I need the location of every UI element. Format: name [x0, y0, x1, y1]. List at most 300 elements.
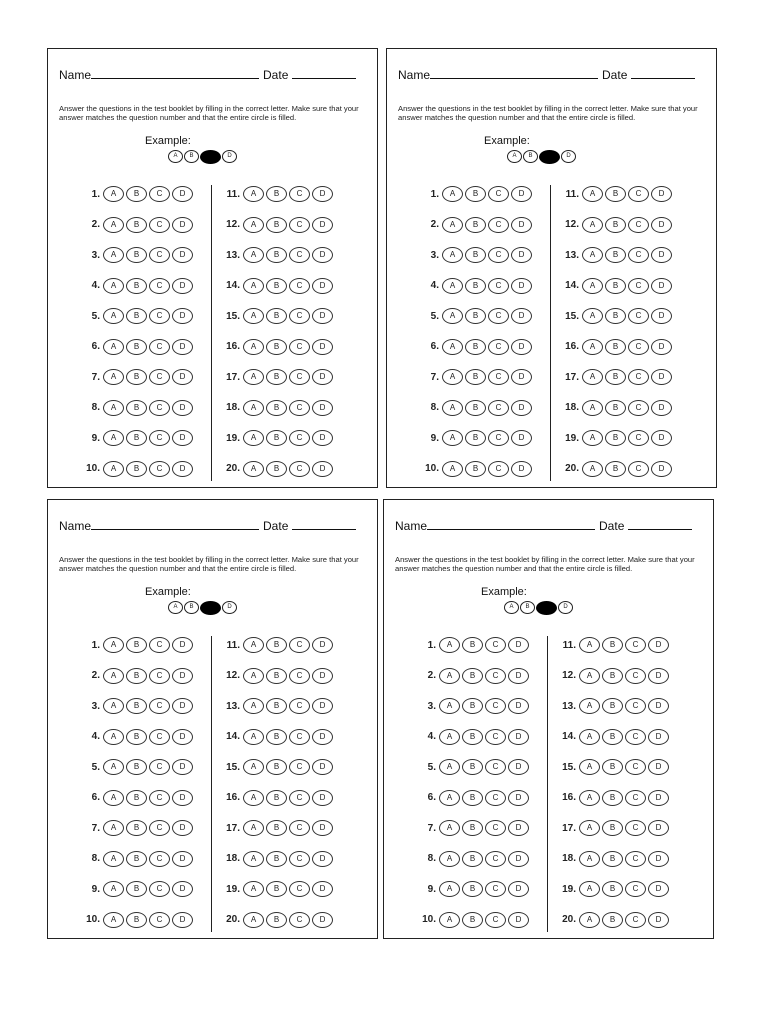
answer-bubble-b[interactable]: B [605, 461, 626, 477]
answer-bubble-b[interactable]: B [462, 912, 483, 928]
answer-bubble-a[interactable]: A [579, 759, 600, 775]
answer-bubble-d[interactable]: D [312, 400, 333, 416]
answer-bubble-d[interactable]: D [312, 729, 333, 745]
answer-bubble-a[interactable]: A [582, 400, 603, 416]
answer-bubble-b[interactable]: B [126, 461, 147, 477]
answer-bubble-b[interactable]: B [465, 430, 486, 446]
answer-bubble-c[interactable]: C [149, 820, 170, 836]
answer-bubble-a[interactable]: A [103, 698, 124, 714]
answer-bubble-c[interactable]: C [628, 461, 649, 477]
answer-bubble-a[interactable]: A [243, 759, 264, 775]
answer-bubble-d[interactable]: D [651, 461, 672, 477]
answer-bubble-c[interactable]: C [625, 759, 646, 775]
answer-bubble-b[interactable]: B [266, 729, 287, 745]
answer-bubble-d[interactable]: D [312, 430, 333, 446]
answer-bubble-b[interactable]: B [462, 881, 483, 897]
answer-bubble-b[interactable]: B [465, 278, 486, 294]
answer-bubble-c[interactable]: C [625, 881, 646, 897]
answer-bubble-d[interactable]: D [172, 308, 193, 324]
answer-bubble-b[interactable]: B [266, 369, 287, 385]
answer-bubble-c[interactable]: C [628, 430, 649, 446]
answer-bubble-b[interactable]: B [602, 729, 623, 745]
answer-bubble-d[interactable]: D [312, 912, 333, 928]
answer-bubble-a[interactable]: A [442, 308, 463, 324]
answer-bubble-c[interactable]: C [149, 308, 170, 324]
answer-bubble-b[interactable]: B [126, 186, 147, 202]
answer-bubble-d[interactable]: D [312, 851, 333, 867]
answer-bubble-d[interactable]: D [648, 698, 669, 714]
answer-bubble-d[interactable]: D [651, 247, 672, 263]
name-field[interactable] [427, 518, 595, 530]
answer-bubble-c[interactable]: C [488, 339, 509, 355]
answer-bubble-a[interactable]: A [103, 759, 124, 775]
answer-bubble-c[interactable]: C [289, 851, 310, 867]
answer-bubble-b[interactable]: B [605, 308, 626, 324]
answer-bubble-c[interactable]: C [289, 339, 310, 355]
answer-bubble-d[interactable]: D [508, 851, 529, 867]
answer-bubble-b[interactable]: B [462, 637, 483, 653]
answer-bubble-d[interactable]: D [172, 668, 193, 684]
answer-bubble-d[interactable]: D [172, 912, 193, 928]
answer-bubble-d[interactable]: D [172, 820, 193, 836]
answer-bubble-a[interactable]: A [582, 278, 603, 294]
answer-bubble-d[interactable]: D [511, 217, 532, 233]
answer-bubble-c[interactable]: C [628, 217, 649, 233]
answer-bubble-a[interactable]: A [442, 339, 463, 355]
answer-bubble-c[interactable]: C [149, 637, 170, 653]
answer-bubble-b[interactable]: B [266, 308, 287, 324]
answer-bubble-a[interactable]: A [243, 820, 264, 836]
answer-bubble-d[interactable]: D [511, 308, 532, 324]
answer-bubble-c[interactable]: C [289, 369, 310, 385]
answer-bubble-c[interactable]: C [625, 820, 646, 836]
answer-bubble-c[interactable]: C [485, 912, 506, 928]
answer-bubble-c[interactable]: C [149, 247, 170, 263]
answer-bubble-c[interactable]: C [149, 369, 170, 385]
answer-bubble-a[interactable]: A [439, 637, 460, 653]
answer-bubble-a[interactable]: A [103, 217, 124, 233]
answer-bubble-c[interactable]: C [149, 217, 170, 233]
answer-bubble-d[interactable]: D [648, 881, 669, 897]
answer-bubble-c[interactable]: C [488, 461, 509, 477]
answer-bubble-c[interactable]: C [289, 186, 310, 202]
answer-bubble-d[interactable]: D [508, 790, 529, 806]
answer-bubble-b[interactable]: B [605, 247, 626, 263]
answer-bubble-d[interactable]: D [172, 790, 193, 806]
answer-bubble-d[interactable]: D [648, 729, 669, 745]
answer-bubble-a[interactable]: A [442, 247, 463, 263]
answer-bubble-a[interactable]: A [582, 308, 603, 324]
answer-bubble-a[interactable]: A [439, 790, 460, 806]
answer-bubble-c[interactable]: C [625, 637, 646, 653]
answer-bubble-d[interactable]: D [651, 339, 672, 355]
answer-bubble-b[interactable]: B [602, 881, 623, 897]
answer-bubble-c[interactable]: C [289, 759, 310, 775]
answer-bubble-a[interactable]: A [579, 790, 600, 806]
answer-bubble-d[interactable]: D [651, 369, 672, 385]
answer-bubble-b[interactable]: B [602, 668, 623, 684]
answer-bubble-d[interactable]: D [172, 759, 193, 775]
answer-bubble-a[interactable]: A [103, 820, 124, 836]
answer-bubble-b[interactable]: B [266, 247, 287, 263]
answer-bubble-a[interactable]: A [103, 881, 124, 897]
answer-bubble-c[interactable]: C [149, 186, 170, 202]
answer-bubble-c[interactable]: C [485, 637, 506, 653]
answer-bubble-c[interactable]: C [289, 881, 310, 897]
answer-bubble-a[interactable]: A [442, 400, 463, 416]
name-field[interactable] [91, 518, 259, 530]
answer-bubble-a[interactable]: A [243, 790, 264, 806]
answer-bubble-c[interactable]: C [149, 430, 170, 446]
answer-bubble-a[interactable]: A [442, 430, 463, 446]
answer-bubble-c[interactable]: C [149, 851, 170, 867]
answer-bubble-d[interactable]: D [648, 790, 669, 806]
answer-bubble-b[interactable]: B [602, 637, 623, 653]
answer-bubble-a[interactable]: A [243, 339, 264, 355]
answer-bubble-c[interactable]: C [289, 308, 310, 324]
answer-bubble-c[interactable]: C [628, 339, 649, 355]
answer-bubble-c[interactable]: C [149, 790, 170, 806]
answer-bubble-d[interactable]: D [172, 278, 193, 294]
answer-bubble-a[interactable]: A [582, 217, 603, 233]
answer-bubble-a[interactable]: A [442, 461, 463, 477]
answer-bubble-d[interactable]: D [648, 668, 669, 684]
answer-bubble-d[interactable]: D [651, 186, 672, 202]
answer-bubble-a[interactable]: A [243, 637, 264, 653]
answer-bubble-b[interactable]: B [266, 820, 287, 836]
answer-bubble-c[interactable]: C [625, 729, 646, 745]
answer-bubble-b[interactable]: B [126, 400, 147, 416]
answer-bubble-a[interactable]: A [243, 851, 264, 867]
answer-bubble-b[interactable]: B [605, 339, 626, 355]
answer-bubble-b[interactable]: B [126, 759, 147, 775]
answer-bubble-a[interactable]: A [582, 247, 603, 263]
answer-bubble-b[interactable]: B [126, 851, 147, 867]
answer-bubble-c[interactable]: C [485, 820, 506, 836]
answer-bubble-c[interactable]: C [289, 912, 310, 928]
answer-bubble-b[interactable]: B [465, 247, 486, 263]
answer-bubble-a[interactable]: A [103, 278, 124, 294]
answer-bubble-c[interactable]: C [488, 308, 509, 324]
answer-bubble-a[interactable]: A [243, 369, 264, 385]
answer-bubble-c[interactable]: C [289, 400, 310, 416]
answer-bubble-d[interactable]: D [511, 247, 532, 263]
answer-bubble-b[interactable]: B [266, 339, 287, 355]
answer-bubble-c[interactable]: C [628, 400, 649, 416]
answer-bubble-a[interactable]: A [243, 430, 264, 446]
answer-bubble-d[interactable]: D [511, 278, 532, 294]
answer-bubble-a[interactable]: A [579, 668, 600, 684]
answer-bubble-d[interactable]: D [651, 430, 672, 446]
answer-bubble-d[interactable]: D [651, 278, 672, 294]
answer-bubble-b[interactable]: B [126, 637, 147, 653]
answer-bubble-d[interactable]: D [651, 217, 672, 233]
answer-bubble-a[interactable]: A [103, 430, 124, 446]
answer-bubble-b[interactable]: B [465, 308, 486, 324]
answer-bubble-b[interactable]: B [266, 400, 287, 416]
answer-bubble-b[interactable]: B [126, 698, 147, 714]
answer-bubble-b[interactable]: B [605, 369, 626, 385]
answer-bubble-c[interactable]: C [485, 668, 506, 684]
answer-bubble-a[interactable]: A [439, 820, 460, 836]
answer-bubble-a[interactable]: A [579, 698, 600, 714]
answer-bubble-c[interactable]: C [485, 759, 506, 775]
answer-bubble-c[interactable]: C [149, 881, 170, 897]
answer-bubble-b[interactable]: B [462, 698, 483, 714]
answer-bubble-c[interactable]: C [625, 668, 646, 684]
answer-bubble-a[interactable]: A [103, 308, 124, 324]
answer-bubble-b[interactable]: B [266, 430, 287, 446]
answer-bubble-b[interactable]: B [266, 217, 287, 233]
answer-bubble-a[interactable]: A [439, 698, 460, 714]
answer-bubble-d[interactable]: D [172, 217, 193, 233]
answer-bubble-b[interactable]: B [266, 881, 287, 897]
answer-bubble-c[interactable]: C [289, 430, 310, 446]
answer-bubble-c[interactable]: C [485, 698, 506, 714]
answer-bubble-a[interactable]: A [103, 247, 124, 263]
answer-bubble-d[interactable]: D [648, 637, 669, 653]
answer-bubble-c[interactable]: C [289, 247, 310, 263]
answer-bubble-a[interactable]: A [103, 729, 124, 745]
date-field[interactable] [292, 518, 356, 530]
answer-bubble-c[interactable]: C [149, 461, 170, 477]
answer-bubble-c[interactable]: C [149, 668, 170, 684]
answer-bubble-a[interactable]: A [582, 339, 603, 355]
answer-bubble-b[interactable]: B [266, 461, 287, 477]
answer-bubble-b[interactable]: B [605, 430, 626, 446]
answer-bubble-a[interactable]: A [103, 461, 124, 477]
answer-bubble-c[interactable]: C [289, 698, 310, 714]
answer-bubble-d[interactable]: D [312, 790, 333, 806]
answer-bubble-d[interactable]: D [511, 430, 532, 446]
answer-bubble-d[interactable]: D [508, 881, 529, 897]
answer-bubble-a[interactable]: A [582, 461, 603, 477]
answer-bubble-c[interactable]: C [289, 637, 310, 653]
answer-bubble-a[interactable]: A [442, 186, 463, 202]
answer-bubble-b[interactable]: B [602, 820, 623, 836]
answer-bubble-c[interactable]: C [628, 308, 649, 324]
answer-bubble-b[interactable]: B [602, 912, 623, 928]
answer-bubble-a[interactable]: A [442, 217, 463, 233]
answer-bubble-d[interactable]: D [172, 339, 193, 355]
answer-bubble-a[interactable]: A [243, 729, 264, 745]
answer-bubble-d[interactable]: D [172, 247, 193, 263]
answer-bubble-a[interactable]: A [243, 247, 264, 263]
date-field[interactable] [292, 67, 356, 79]
answer-bubble-c[interactable]: C [488, 278, 509, 294]
answer-bubble-a[interactable]: A [103, 851, 124, 867]
answer-bubble-b[interactable]: B [126, 668, 147, 684]
answer-bubble-c[interactable]: C [149, 400, 170, 416]
answer-bubble-a[interactable]: A [103, 668, 124, 684]
answer-bubble-d[interactable]: D [312, 698, 333, 714]
answer-bubble-a[interactable]: A [579, 820, 600, 836]
answer-bubble-d[interactable]: D [172, 400, 193, 416]
answer-bubble-d[interactable]: D [312, 637, 333, 653]
answer-bubble-a[interactable]: A [442, 278, 463, 294]
answer-bubble-a[interactable]: A [103, 790, 124, 806]
answer-bubble-c[interactable]: C [289, 217, 310, 233]
answer-bubble-b[interactable]: B [266, 851, 287, 867]
answer-bubble-a[interactable]: A [582, 186, 603, 202]
answer-bubble-b[interactable]: B [126, 729, 147, 745]
answer-bubble-c[interactable]: C [149, 278, 170, 294]
answer-bubble-b[interactable]: B [465, 461, 486, 477]
answer-bubble-b[interactable]: B [465, 369, 486, 385]
answer-bubble-d[interactable]: D [511, 461, 532, 477]
answer-bubble-c[interactable]: C [625, 790, 646, 806]
answer-bubble-d[interactable]: D [648, 820, 669, 836]
answer-bubble-a[interactable]: A [582, 369, 603, 385]
answer-bubble-d[interactable]: D [172, 637, 193, 653]
answer-bubble-c[interactable]: C [488, 369, 509, 385]
answer-bubble-a[interactable]: A [243, 881, 264, 897]
answer-bubble-a[interactable]: A [579, 637, 600, 653]
answer-bubble-d[interactable]: D [648, 912, 669, 928]
answer-bubble-d[interactable]: D [172, 369, 193, 385]
answer-bubble-a[interactable]: A [243, 186, 264, 202]
answer-bubble-b[interactable]: B [126, 881, 147, 897]
answer-bubble-c[interactable]: C [149, 912, 170, 928]
answer-bubble-b[interactable]: B [465, 339, 486, 355]
answer-bubble-a[interactable]: A [579, 881, 600, 897]
answer-bubble-b[interactable]: B [126, 278, 147, 294]
answer-bubble-c[interactable]: C [488, 400, 509, 416]
answer-bubble-a[interactable]: A [103, 400, 124, 416]
answer-bubble-a[interactable]: A [243, 461, 264, 477]
answer-bubble-c[interactable]: C [485, 790, 506, 806]
answer-bubble-c[interactable]: C [625, 912, 646, 928]
answer-bubble-b[interactable]: B [126, 217, 147, 233]
answer-bubble-b[interactable]: B [462, 668, 483, 684]
answer-bubble-b[interactable]: B [126, 912, 147, 928]
answer-bubble-c[interactable]: C [625, 851, 646, 867]
answer-bubble-d[interactable]: D [648, 759, 669, 775]
answer-bubble-d[interactable]: D [508, 637, 529, 653]
answer-bubble-a[interactable]: A [439, 668, 460, 684]
answer-bubble-c[interactable]: C [289, 461, 310, 477]
answer-bubble-b[interactable]: B [126, 339, 147, 355]
answer-bubble-c[interactable]: C [488, 186, 509, 202]
answer-bubble-d[interactable]: D [508, 729, 529, 745]
answer-bubble-d[interactable]: D [508, 820, 529, 836]
answer-bubble-a[interactable]: A [439, 912, 460, 928]
answer-bubble-a[interactable]: A [442, 369, 463, 385]
answer-bubble-c[interactable]: C [149, 698, 170, 714]
answer-bubble-d[interactable]: D [172, 461, 193, 477]
answer-bubble-c[interactable]: C [289, 668, 310, 684]
answer-bubble-b[interactable]: B [126, 430, 147, 446]
answer-bubble-d[interactable]: D [312, 759, 333, 775]
answer-bubble-d[interactable]: D [508, 698, 529, 714]
answer-bubble-b[interactable]: B [602, 790, 623, 806]
answer-bubble-d[interactable]: D [312, 217, 333, 233]
answer-bubble-b[interactable]: B [266, 912, 287, 928]
answer-bubble-a[interactable]: A [103, 912, 124, 928]
answer-bubble-c[interactable]: C [485, 851, 506, 867]
answer-bubble-d[interactable]: D [172, 698, 193, 714]
answer-bubble-b[interactable]: B [266, 668, 287, 684]
answer-bubble-b[interactable]: B [465, 217, 486, 233]
answer-bubble-a[interactable]: A [439, 881, 460, 897]
answer-bubble-b[interactable]: B [605, 186, 626, 202]
answer-bubble-a[interactable]: A [103, 186, 124, 202]
answer-bubble-d[interactable]: D [172, 851, 193, 867]
answer-bubble-a[interactable]: A [243, 400, 264, 416]
answer-bubble-d[interactable]: D [511, 400, 532, 416]
answer-bubble-d[interactable]: D [172, 430, 193, 446]
answer-bubble-d[interactable]: D [508, 912, 529, 928]
answer-bubble-c[interactable]: C [488, 430, 509, 446]
answer-bubble-a[interactable]: A [103, 339, 124, 355]
answer-bubble-b[interactable]: B [266, 790, 287, 806]
answer-bubble-d[interactable]: D [312, 369, 333, 385]
answer-bubble-d[interactable]: D [312, 461, 333, 477]
answer-bubble-d[interactable]: D [312, 278, 333, 294]
answer-bubble-a[interactable]: A [103, 369, 124, 385]
answer-bubble-a[interactable]: A [439, 759, 460, 775]
name-field[interactable] [91, 67, 259, 79]
answer-bubble-c[interactable]: C [289, 278, 310, 294]
date-field[interactable] [631, 67, 695, 79]
answer-bubble-d[interactable]: D [511, 369, 532, 385]
answer-bubble-b[interactable]: B [602, 851, 623, 867]
answer-bubble-a[interactable]: A [579, 729, 600, 745]
answer-bubble-d[interactable]: D [312, 186, 333, 202]
answer-bubble-a[interactable]: A [579, 912, 600, 928]
answer-bubble-b[interactable]: B [462, 790, 483, 806]
answer-bubble-b[interactable]: B [126, 247, 147, 263]
answer-bubble-b[interactable]: B [266, 186, 287, 202]
answer-bubble-a[interactable]: A [582, 430, 603, 446]
answer-bubble-a[interactable]: A [243, 217, 264, 233]
answer-bubble-a[interactable]: A [439, 729, 460, 745]
answer-bubble-c[interactable]: C [149, 339, 170, 355]
answer-bubble-a[interactable]: A [243, 668, 264, 684]
answer-bubble-d[interactable]: D [648, 851, 669, 867]
answer-bubble-a[interactable]: A [243, 278, 264, 294]
answer-bubble-d[interactable]: D [651, 400, 672, 416]
answer-bubble-d[interactable]: D [172, 729, 193, 745]
name-field[interactable] [430, 67, 598, 79]
answer-bubble-a[interactable]: A [103, 637, 124, 653]
answer-bubble-b[interactable]: B [602, 759, 623, 775]
answer-bubble-a[interactable]: A [439, 851, 460, 867]
answer-bubble-b[interactable]: B [126, 790, 147, 806]
answer-bubble-c[interactable]: C [628, 186, 649, 202]
answer-bubble-d[interactable]: D [312, 339, 333, 355]
answer-bubble-d[interactable]: D [508, 668, 529, 684]
answer-bubble-c[interactable]: C [628, 278, 649, 294]
answer-bubble-c[interactable]: C [628, 369, 649, 385]
answer-bubble-d[interactable]: D [312, 881, 333, 897]
answer-bubble-b[interactable]: B [602, 698, 623, 714]
answer-bubble-a[interactable]: A [243, 308, 264, 324]
answer-bubble-b[interactable]: B [605, 217, 626, 233]
answer-bubble-d[interactable]: D [508, 759, 529, 775]
date-field[interactable] [628, 518, 692, 530]
answer-bubble-b[interactable]: B [266, 278, 287, 294]
answer-bubble-b[interactable]: B [462, 820, 483, 836]
answer-bubble-b[interactable]: B [462, 759, 483, 775]
answer-bubble-d[interactable]: D [312, 668, 333, 684]
answer-bubble-c[interactable]: C [289, 729, 310, 745]
answer-bubble-a[interactable]: A [243, 912, 264, 928]
answer-bubble-a[interactable]: A [243, 698, 264, 714]
answer-bubble-d[interactable]: D [172, 881, 193, 897]
answer-bubble-b[interactable]: B [462, 851, 483, 867]
answer-bubble-b[interactable]: B [266, 759, 287, 775]
